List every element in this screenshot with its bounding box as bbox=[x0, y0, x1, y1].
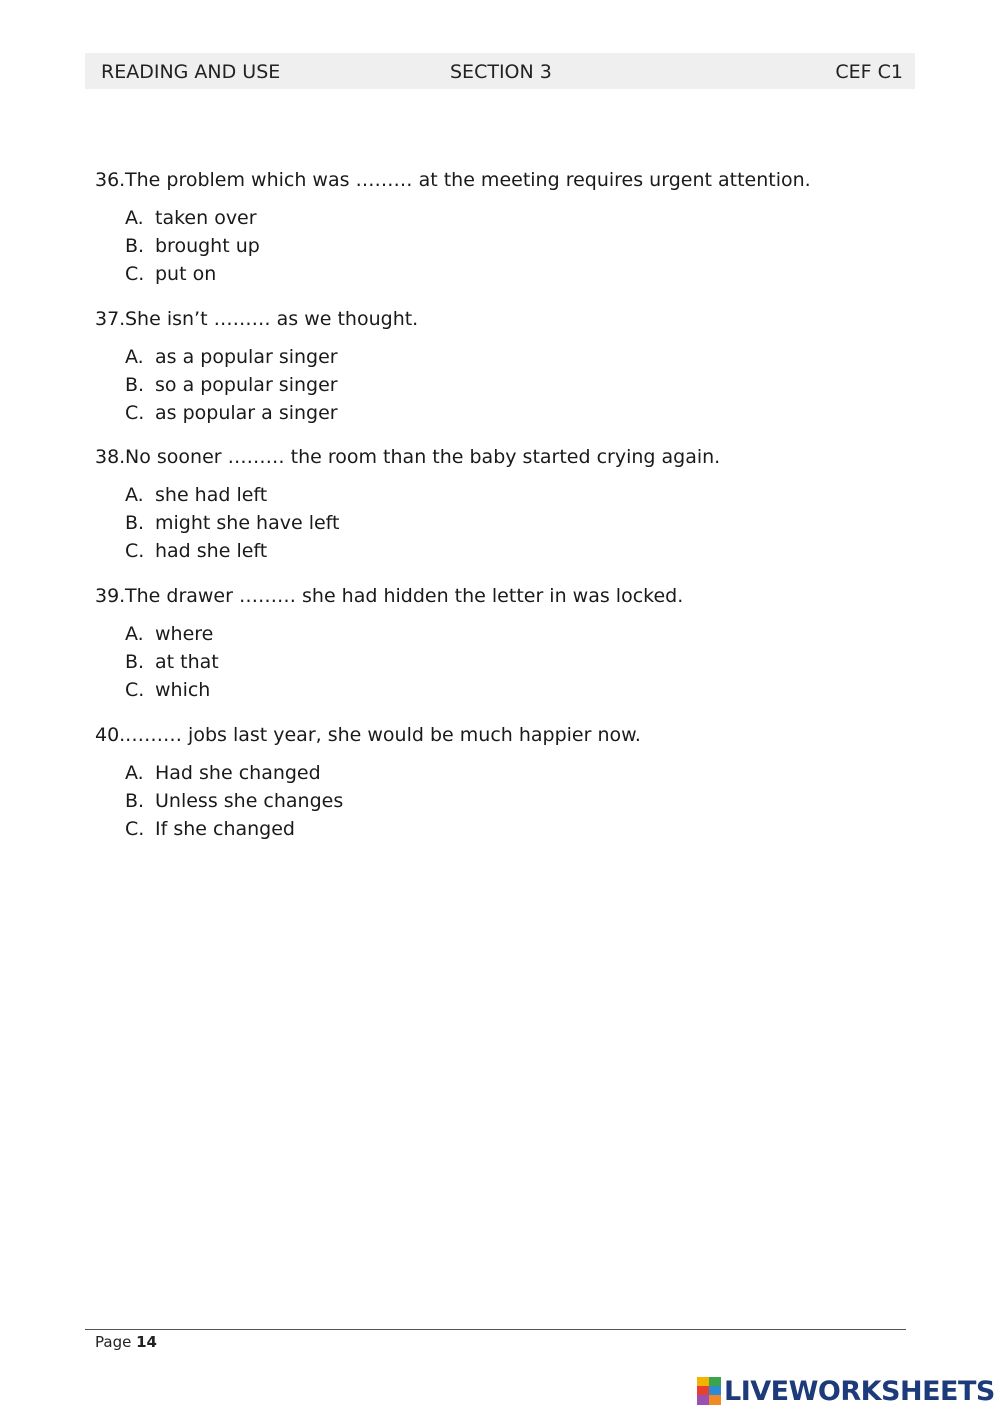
header-left: READING AND USE bbox=[101, 61, 281, 83]
option-text: as popular a singer bbox=[155, 402, 338, 424]
question-number: 38. bbox=[95, 446, 126, 468]
option-text: had she left bbox=[155, 540, 268, 562]
option[interactable] bbox=[125, 402, 338, 424]
option[interactable] bbox=[125, 484, 267, 506]
option-letter: A. bbox=[125, 623, 144, 645]
option-text: taken over bbox=[155, 207, 257, 229]
option-text: brought up bbox=[155, 235, 260, 257]
page-header bbox=[85, 53, 915, 89]
option-text: If she changed bbox=[155, 818, 295, 840]
option-letter: B. bbox=[125, 235, 145, 257]
option[interactable] bbox=[125, 540, 267, 562]
option[interactable] bbox=[125, 818, 295, 840]
option-text: which bbox=[155, 679, 211, 701]
question-37 bbox=[95, 308, 418, 330]
header-right: CEF C1 bbox=[835, 61, 903, 83]
option[interactable] bbox=[125, 762, 321, 784]
option-letter: B. bbox=[125, 512, 145, 534]
option-text: so a popular singer bbox=[155, 374, 338, 396]
header-center: SECTION 3 bbox=[450, 61, 552, 83]
option-letter: B. bbox=[125, 790, 145, 812]
brand-text: LIVEWORKSHEETS bbox=[724, 1375, 995, 1407]
question-number: 37. bbox=[95, 308, 126, 330]
question-text: The drawer ……… she had hidden the letter in was locked. bbox=[125, 585, 684, 607]
option[interactable] bbox=[125, 512, 339, 534]
question-38 bbox=[95, 446, 720, 468]
liveworksheets-icon bbox=[697, 1377, 721, 1405]
question-40 bbox=[95, 724, 641, 746]
option-letter: C. bbox=[125, 679, 145, 701]
option-text: Unless she changes bbox=[155, 790, 344, 812]
option[interactable] bbox=[125, 235, 260, 257]
question-text: The problem which was ……… at the meeting requires urgent attention. bbox=[125, 169, 811, 191]
question-number: 40. bbox=[95, 724, 126, 746]
option[interactable] bbox=[125, 623, 213, 645]
option-letter: C. bbox=[125, 540, 145, 562]
option-letter: C. bbox=[125, 818, 145, 840]
option[interactable] bbox=[125, 651, 219, 673]
page-number-value: 14 bbox=[136, 1333, 157, 1351]
question-number: 36. bbox=[95, 169, 126, 191]
question-text: No sooner ……… the room than the baby started crying again. bbox=[125, 446, 721, 468]
option-text: where bbox=[155, 623, 214, 645]
option[interactable] bbox=[125, 263, 216, 285]
question-text: ……… jobs last year, she would be much happier now. bbox=[125, 724, 641, 746]
question-36 bbox=[95, 169, 811, 191]
page-number bbox=[95, 1333, 157, 1351]
page-label: Page bbox=[95, 1333, 132, 1351]
option-text: might she have left bbox=[155, 512, 340, 534]
option[interactable] bbox=[125, 790, 343, 812]
option-letter: A. bbox=[125, 207, 144, 229]
option-letter: A. bbox=[125, 484, 144, 506]
option[interactable] bbox=[125, 679, 210, 701]
option-letter: A. bbox=[125, 346, 144, 368]
option-letter: B. bbox=[125, 374, 145, 396]
liveworksheets-logo bbox=[697, 1374, 995, 1408]
option-letter: C. bbox=[125, 402, 145, 424]
option-text: as a popular singer bbox=[155, 346, 338, 368]
option-letter: B. bbox=[125, 651, 145, 673]
option-text: put on bbox=[155, 263, 217, 285]
option[interactable] bbox=[125, 346, 338, 368]
footer-divider bbox=[85, 1329, 906, 1330]
option[interactable] bbox=[125, 207, 257, 229]
question-text: She isn’t ……… as we thought. bbox=[125, 308, 419, 330]
question-39 bbox=[95, 585, 683, 607]
option-text: at that bbox=[155, 651, 219, 673]
option-text: Had she changed bbox=[155, 762, 321, 784]
option-text: she had left bbox=[155, 484, 268, 506]
option[interactable] bbox=[125, 374, 338, 396]
option-letter: C. bbox=[125, 263, 145, 285]
option-letter: A. bbox=[125, 762, 144, 784]
question-number: 39. bbox=[95, 585, 126, 607]
